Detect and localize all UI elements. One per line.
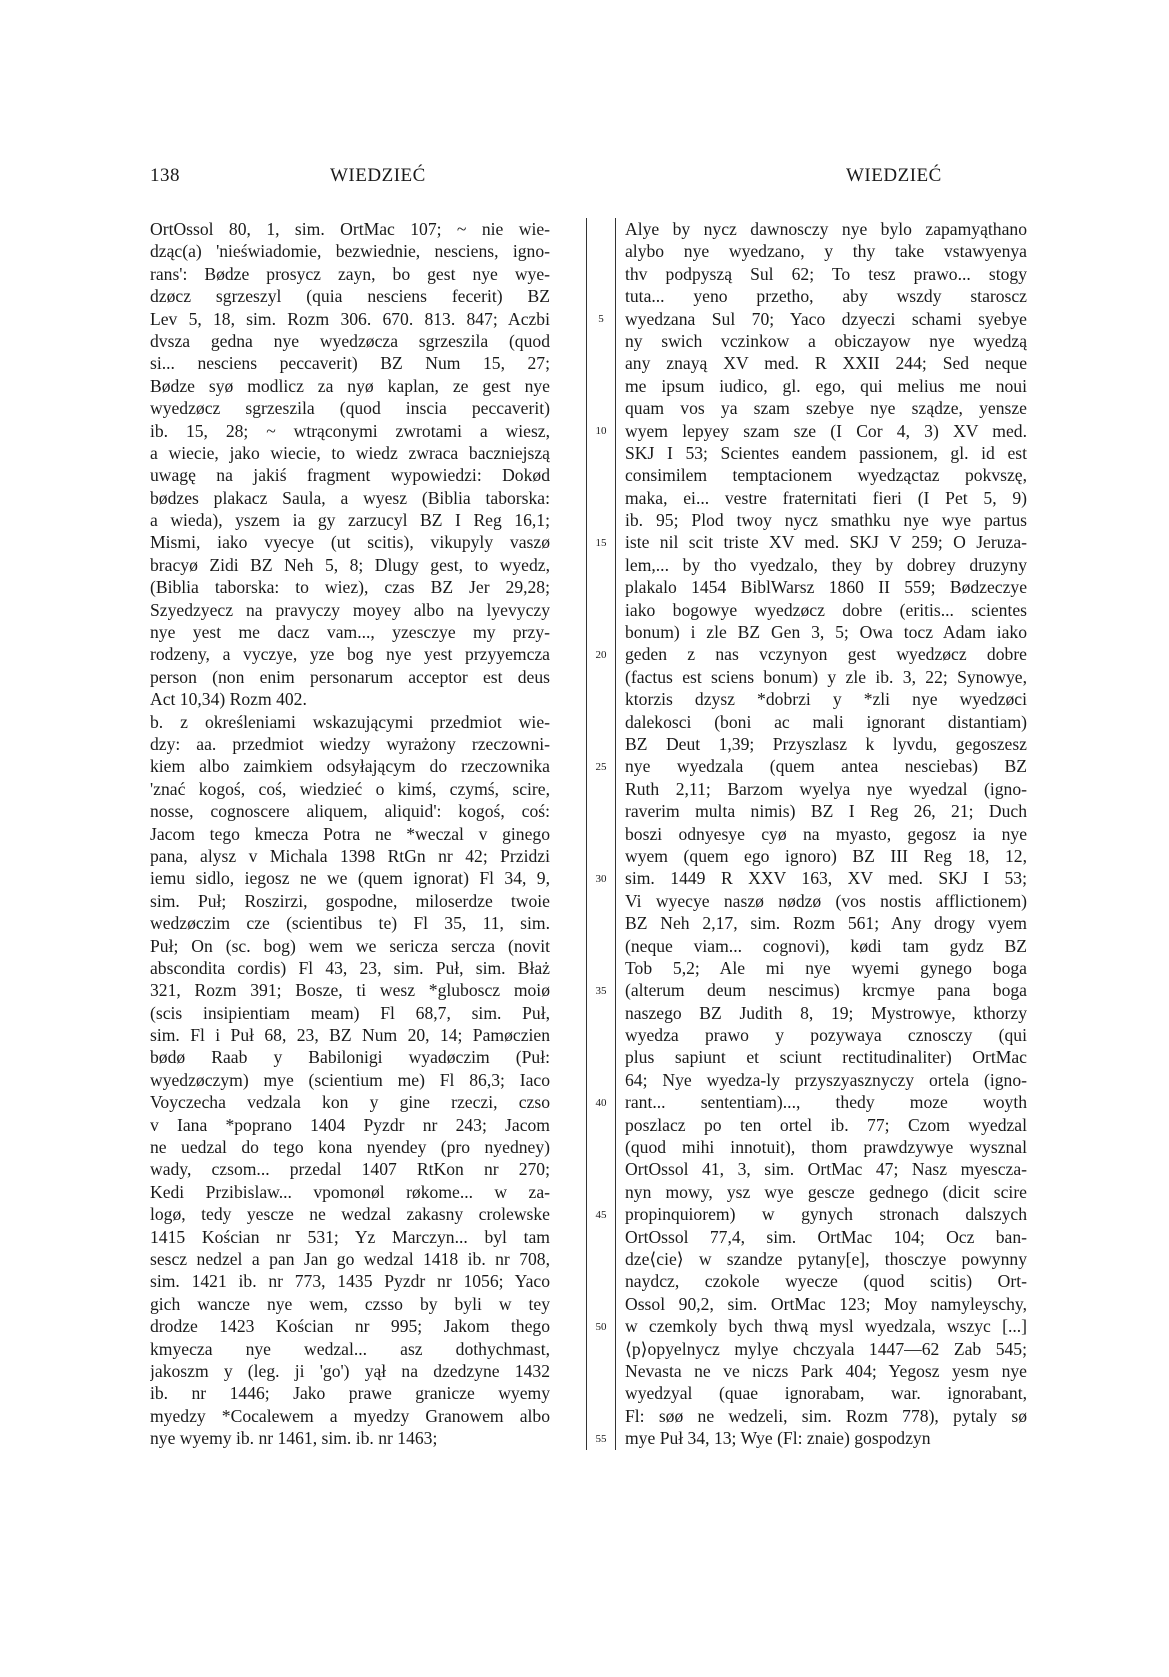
text-line: Alye by nycz dawnosczy nye bylo zapamyąthano [625, 219, 1027, 239]
text-line: quam vos ya szam szebye nye sządze, yensze [625, 398, 1027, 419]
text-line: alybo nye wyedzano, y thy take vstawyenya [625, 241, 1027, 262]
text-line: naydcz, czokole wyecze (quod scitis) Ort- [625, 1271, 1027, 1292]
text-line: raverim multa nimis) BZ I Reg 26, 21; Duch [625, 801, 1027, 822]
line-number: 30 [595, 872, 607, 885]
left-text-column [150, 218, 550, 1450]
text-line: wedzøczim cze (scientibus te) Fl 35, 11, sim. [150, 913, 550, 934]
text-line: drodze 1423 Kościan nr 995; Jakom thego [150, 1316, 550, 1337]
text-line: 1415 Kościan nr 531; Yz Marczyn... byl tam [150, 1226, 550, 1247]
text-line: nye yest me dacz vam..., yzesczye my przy- [150, 622, 550, 643]
text-line: ne uedzal do tego kona nyendey (pro nyedney) [150, 1137, 550, 1158]
running-header [150, 165, 1025, 189]
text-line: nye wyemy ib. nr 1461, sim. ib. nr 1463; [150, 1428, 438, 1449]
text-line: bødzes plakacz Saula, a wyesz (Biblia taborska: [150, 487, 550, 508]
text-line: maka, ei... vestre fraternitati fieri (I Pet 5, 9) [625, 487, 1027, 508]
text-line: iemu sidlo, iegosz ne we (quem ignorat) Fl 34, 9, [150, 868, 550, 889]
text-line: logø, tedy yescze ne wedzal zakasny crolewske [150, 1204, 550, 1225]
text-line: boszi odnyesye cyø na myasto, gegosz ia nye [625, 823, 1027, 844]
text-line: Fl: søø ne wedzeli, sim. Rozm 778), pytaly sø [625, 1405, 1027, 1426]
text-line: dvsza gedna nye wyedzøcza sgrzeszila (quod [150, 330, 550, 351]
text-line: jakoszm y (leg. ji 'go') yął na dzedzyne 1432 [150, 1360, 550, 1381]
text-line: 321, Rozm 391; Bosze, ti wesz *gluboscz moiø [150, 980, 550, 1001]
line-number: 10 [595, 424, 607, 437]
text-line: OrtOssol 41, 3, sim. OrtMac 47; Nasz myescza- [625, 1159, 1027, 1180]
text-line: wyedzyal (quae ignorabam, war. ignorabant, [625, 1383, 1027, 1404]
text-line: Voyczecha vedzala kon y gine rzeczi, czso [150, 1092, 550, 1113]
line-number: 35 [595, 984, 607, 997]
text-line: wyedzøcz sgrzeszila (quod inscia peccaverit) [150, 398, 550, 419]
text-line: wyedzana Sul 70; Yaco dzyeczi schami syebye [625, 308, 1027, 329]
text-line: poszlacz po ten ortel ib. 77; Czom wyedzal [625, 1114, 1027, 1135]
line-number: 55 [595, 1432, 607, 1445]
text-line: Vi wyecye naszø nødzø (vos nostis afflictionem) [625, 890, 1027, 911]
text-line: any znayą XV med. R XXII 244; Sed neque [625, 353, 1027, 374]
text-line: 64; Nye wyedza-ly przyszyasznyczy ortela (igno- [625, 1069, 1027, 1090]
text-line: plus sapiunt et sciunt rectitudinaliter) OrtMac [625, 1047, 1027, 1068]
text-line: a wiecie, jako wiecie, to wiedz zwraca baczniejszą [150, 442, 550, 463]
text-line: Mismi, iako vyecye (ut scitis), vikupyly vaszø [150, 532, 550, 553]
page-number: 138 [150, 165, 180, 186]
text-line: bonum) i zle BZ Gen 3, 5; Owa tocz Adam iako [625, 622, 1027, 643]
text-line: (alterum deum nescimus) krcmye pana boga [625, 980, 1027, 1001]
text-line: wady, czsom... przedal 1407 RtKon nr 270; [150, 1159, 550, 1180]
text-line: sim. 1449 R XXV 163, XV med. SKJ I 53; [625, 868, 1027, 889]
text-line: rodzeny, a vyczye, yze bog nye yest przyyemcza [150, 644, 550, 665]
text-line: ny swich vczinkow a obiczayow nye wyedzą [625, 330, 1027, 351]
text-line: (quod mihi innotuit), thom prawdzywye wysznal [625, 1137, 1027, 1158]
text-line: rans': Bødze prosycz zayn, bo gest nye wye- [150, 263, 550, 284]
text-line: me ipsum iudico, gl. ego, qui melius me noui [625, 375, 1027, 396]
left-running-head: WIEDZIEĆ [330, 165, 426, 186]
text-line: Kedi Przibislaw... vpomonøl røkome... w za- [150, 1181, 550, 1202]
text-line: bødø Raab y Babilonigi wyadøczim (Puł: [150, 1047, 550, 1068]
text-line: uwagę na jakiś fragment wypowiedzi: Dokød [150, 465, 550, 486]
text-line: tuta... yeno przetho, aby wszdy staroscz [625, 286, 1027, 307]
text-line: nosse, cognoscere aliquem, aliquid': kogoś, coś: [150, 801, 550, 822]
text-line: dze⟨cie⟩ w szandze pytany[e], thosczye powynny [625, 1248, 1027, 1269]
text-line: ib. 95; Plod twoy nycz smathku nye wye partus [625, 510, 1027, 531]
text-line: kiem albo zaimkiem odsyłającym do rzeczownika [150, 756, 550, 777]
text-line: b. z określeniami wskazującymi przedmiot wie- [150, 711, 550, 732]
text-line: wyem (quem ego ignoro) BZ III Reg 18, 12, [625, 845, 1027, 866]
text-line: geden z nas vczynyon gest wyedzøcz dobre [625, 644, 1027, 665]
text-line: bracyø Zidi BZ Neh 5, 8; Dlugy gest, to wyedz, [150, 554, 550, 575]
text-line: SKJ I 53; Scientes eandem passionem, gl. id est [625, 442, 1027, 463]
text-line: pana, alysz v Michala 1398 RtGn nr 42; Przidzi [150, 845, 550, 866]
text-line: dalekosci (boni ac mali ignorant distantiam) [625, 711, 1027, 732]
text-line: dzøcz sgrzeszyl (quia nesciens fecerit) BZ [150, 286, 550, 307]
line-number-gutter [586, 218, 616, 1450]
text-line: gich wancze nye wem, czsso by byli w tey [150, 1293, 550, 1314]
text-line: Ossol 90,2, sim. OrtMac 123; Moy namyleyschy, [625, 1293, 1027, 1314]
text-line: wyedzøczym) mye (scientium me) Fl 86,3; Iaco [150, 1069, 550, 1090]
text-line: person (non enim personarum acceptor est deus [150, 666, 550, 687]
text-line: wyedza prawo y pozywaya cznosczy (qui [625, 1025, 1027, 1046]
text-line: Lev 5, 18, sim. Rozm 306. 670. 813. 847; Aczbi [150, 308, 550, 329]
line-number: 5 [598, 312, 604, 325]
text-line: (factus est sciens bonum) y zle ib. 3, 22; Synowye, [625, 666, 1027, 687]
line-number: 50 [595, 1320, 607, 1333]
text-line: sim. Puł; Roszirzi, gospodne, miloserdze twoie [150, 890, 550, 911]
text-line: sescz nedzel a pan Jan go wedzal 1418 ib. nr 708, [150, 1248, 550, 1269]
text-line: Puł; On (sc. bog) wem we sericza sercza (novit [150, 935, 550, 956]
text-line: (Biblia taborska: to wiez), czas BZ Jer 29,28; [150, 577, 550, 598]
line-number: 20 [595, 648, 607, 661]
text-line: ⟨p⟩opyelnycz mylye chczyala 1447—62 Zab 545; [625, 1338, 1027, 1359]
text-line: Act 10,34) Rozm 402. [150, 689, 307, 710]
text-line: (scis insipientiam meam) Fl 68,7, sim. Puł, [150, 1002, 550, 1023]
text-line: wyem lepyey szam sze (I Cor 4, 3) XV med. [625, 420, 1027, 441]
text-line: nye wyedzala (quem antea nesciebas) BZ [625, 756, 1027, 777]
text-line: thv podpyszą Sul 62; To tesz prawo... stogy [625, 263, 1027, 284]
text-line: myedzy *Cocalewem a myedzy Granowem albo [150, 1405, 550, 1426]
line-number: 40 [595, 1096, 607, 1109]
text-line: iako bogowye wyedzøcz dobre (eritis... scientes [625, 599, 1027, 620]
text-line: dzy: aa. przedmiot wiedzy wyrażony rzeczowni- [150, 733, 550, 754]
text-line: ib. 15, 28; ~ wtrąconymi zwrotami a wiesz, [150, 420, 550, 441]
text-line: consimilem temptacionem wyedząctaz pokvszę, [625, 465, 1027, 486]
text-line: Tob 5,2; Ale mi nye wyemi gynego boga [625, 957, 1027, 978]
text-line: ib. nr 1446; Jako prawe granicze wyemy [150, 1383, 550, 1404]
text-line: w czemkoly bych thwą mysl wyedzala, wszyc [...] [625, 1316, 1027, 1337]
text-line: nyn mowy, ysz wye gescze gednego (dicit scire [625, 1181, 1027, 1202]
text-line: dząc(a) 'nieświadomie, bezwiednie, nesciens, igno- [150, 241, 550, 262]
line-number: 15 [595, 536, 607, 549]
text-line: OrtOssol 80, 1, sim. OrtMac 107; ~ nie wie- [150, 219, 550, 239]
text-line: si... nesciens peccaverit) BZ Num 15, 27; [150, 353, 550, 374]
text-line: 'znać kogoś, coś, wiedzieć o kimś, czymś, scire, [150, 778, 550, 799]
text-line: mye Puł 34, 13; Wye (Fl: znaie) gospodzyn [625, 1428, 931, 1449]
line-number: 25 [595, 760, 607, 773]
text-line: v Iana *poprano 1404 Pyzdr nr 243; Jacom [150, 1114, 550, 1135]
text-line: (neque viam... cognovi), kødi tam gydz BZ [625, 935, 1027, 956]
text-line: Bødze syø modlicz za nyø kaplan, ze gest nye [150, 375, 550, 396]
text-line: naszego BZ Judith 8, 19; Mystrowye, kthorzy [625, 1002, 1027, 1023]
text-line: ktorzis dzysz *dobrzi y *zli nye wyedzøci [625, 689, 1027, 710]
text-line: Jacom tego kmecza Potra ne *weczal v ginego [150, 823, 550, 844]
text-line: BZ Neh 2,17, sim. Rozm 561; Any drogy vyem [625, 913, 1027, 934]
line-number: 45 [595, 1208, 607, 1221]
text-line: OrtOssol 77,4, sim. OrtMac 104; Ocz ban- [625, 1226, 1027, 1247]
text-line: BZ Deut 1,39; Przyszlasz k lyvdu, gegoszesz [625, 733, 1027, 754]
right-running-head: WIEDZIEĆ [846, 165, 942, 186]
right-text-column [625, 218, 1027, 1450]
text-line: sim. 1421 ib. nr 773, 1435 Pyzdr nr 1056; Yaco [150, 1271, 550, 1292]
text-line: kmyecza nye wedzal... asz dothychmast, [150, 1338, 550, 1359]
text-line: iste nil scit triste XV med. SKJ V 259; O Jeruza- [625, 532, 1027, 553]
text-line: sim. Fl i Puł 68, 23, BZ Num 20, 14; Pamøczien [150, 1025, 550, 1046]
text-line: rant... sententiam)..., thedy moze woyth [625, 1092, 1027, 1113]
text-line: a wieda), yszem ia gy zarzucyl BZ I Reg 16,1; [150, 510, 550, 531]
text-line: propinquiorem) w gynych stronach dalszych [625, 1204, 1027, 1225]
text-line: Ruth 2,11; Barzom wyelya nye wyedzal (igno- [625, 778, 1027, 799]
text-line: lem,... by tho vyedzalo, they by dobrey druzyny [625, 554, 1027, 575]
text-line: Szyedzyecz na pravyczy moyey albo na lyevyczy [150, 599, 550, 620]
text-line: abscondita cordis) Fl 43, 23, sim. Puł, sim. Błaż [150, 957, 550, 978]
text-line: Nevasta ne ve niczs Park 404; Yegosz yesm nye [625, 1360, 1027, 1381]
text-line: plakalo 1454 BiblWarsz 1860 II 559; Bødzeczye [625, 577, 1027, 598]
